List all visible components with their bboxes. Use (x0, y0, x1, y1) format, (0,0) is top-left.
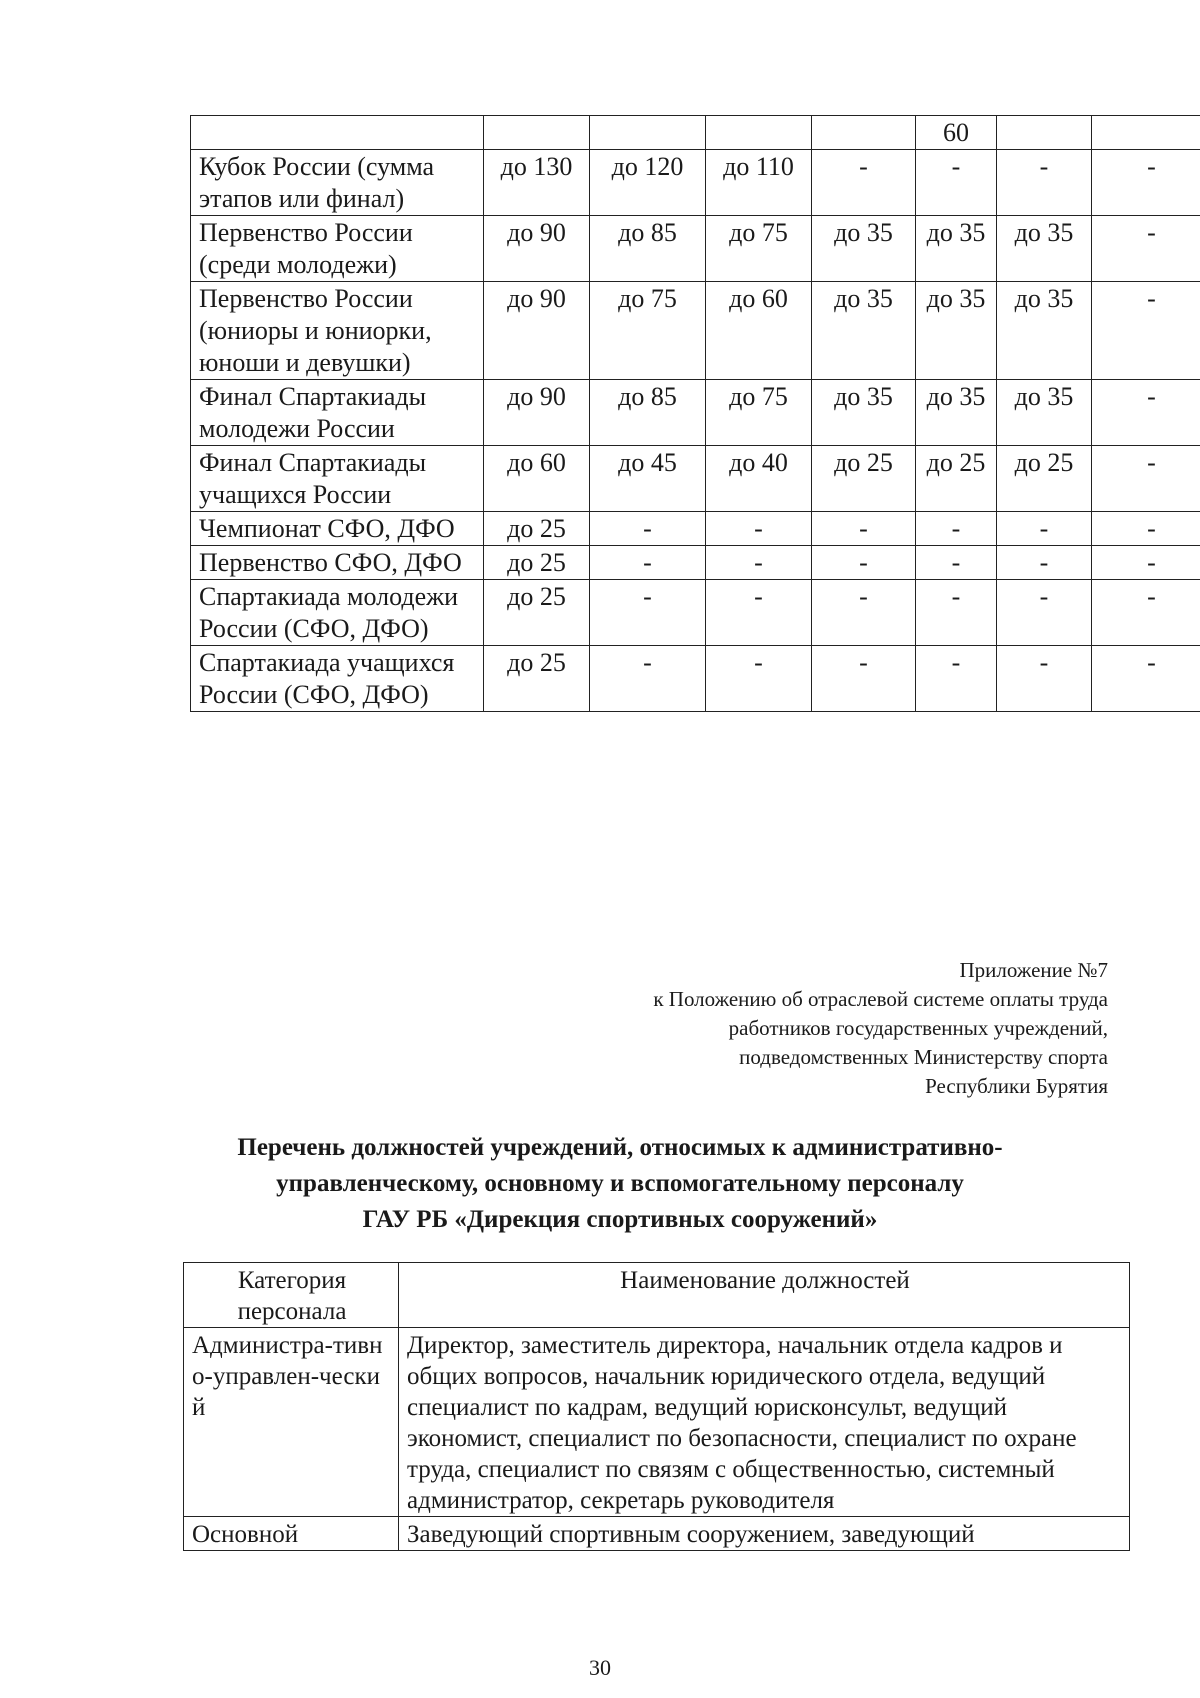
table-cell: - (1092, 150, 1200, 216)
appendix-line: к Положению об отраслевой системе оплаты труда (653, 987, 1108, 1011)
table-cell: до 25 (484, 546, 590, 580)
competition-name: Первенство России (среди молодежи) (191, 216, 484, 282)
competition-name: Первенство СФО, ДФО (191, 546, 484, 580)
table-cell: - (916, 512, 997, 546)
table-cell: - (916, 646, 997, 712)
table-cell (191, 116, 484, 150)
table-cell: до 75 (706, 216, 812, 282)
table-cell (706, 116, 812, 150)
positions-cell: Директор, заместитель директора, начальник отдела кадров и общих вопросов, начальник юридического отдела, ведущий специалист по кадрам, ведущий юрисконсульт, ведущий экономист, специалист по безопасности, специалист по охране труда, специалист по связям с общественностью, системный администратор, секретарь руководителя (399, 1328, 1130, 1517)
table-cell: до 90 (484, 216, 590, 282)
table-row (191, 546, 1200, 580)
table-cell: - (916, 546, 997, 580)
table-cell: до 35 (812, 380, 916, 446)
table-cell: до 35 (812, 216, 916, 282)
table-cell: - (590, 512, 706, 546)
heading-line: Перечень должностей учреждений, относимых к административно- (237, 1134, 1003, 1161)
positions-header: Наименование должностей (399, 1263, 1130, 1328)
competition-name: Спартакиада молодежи России (СФО, ДФО) (191, 580, 484, 646)
table-cell: до 90 (484, 380, 590, 446)
page-number: 30 (589, 1655, 611, 1680)
table-cell: - (590, 546, 706, 580)
table-header-row (184, 1263, 1130, 1328)
appendix-line: работников государственных учреждений, (728, 1016, 1108, 1040)
table-cell: до 45 (590, 446, 706, 512)
table-cell: - (1092, 380, 1200, 446)
competition-name: Первенство России (юниоры и юниорки, юноши и девушки) (191, 282, 484, 380)
heading-line: управленческому, основному и вспомогательному персоналу (276, 1170, 964, 1197)
table-cell: до 40 (706, 446, 812, 512)
table-cell: - (997, 150, 1092, 216)
table-cell: до 25 (812, 446, 916, 512)
table-row (184, 1517, 1130, 1551)
appendix-line: Республики Бурятия (925, 1074, 1108, 1098)
appendix-header (408, 956, 1108, 1101)
table-cell: - (916, 150, 997, 216)
table-cell (590, 116, 706, 150)
table-row (191, 282, 1200, 380)
table-row (191, 646, 1200, 712)
table-cell: до 35 (916, 282, 997, 380)
table-cell: - (812, 150, 916, 216)
table-row (191, 446, 1200, 512)
table-cell: до 35 (916, 380, 997, 446)
table-cell: - (812, 546, 916, 580)
appendix-line: Приложение №7 (959, 958, 1108, 982)
competition-name: Финал Спартакиады учащихся России (191, 446, 484, 512)
competition-name: Финал Спартакиады молодежи России (191, 380, 484, 446)
table-cell: - (997, 646, 1092, 712)
table-cell: до 25 (484, 646, 590, 712)
table-cell: - (1092, 216, 1200, 282)
document-heading (160, 1130, 1080, 1238)
appendix-line: подведомственных Министерству спорта (739, 1045, 1108, 1069)
table-cell: до 75 (590, 282, 706, 380)
table-row (191, 216, 1200, 282)
table-cell: - (997, 512, 1092, 546)
table-cell: - (997, 546, 1092, 580)
table-cell: - (1092, 646, 1200, 712)
table-cell: - (1092, 580, 1200, 646)
table-row (191, 512, 1200, 546)
table-cell: до 75 (706, 380, 812, 446)
table-cell: - (706, 546, 812, 580)
table-cell: - (590, 580, 706, 646)
table-cell: до 25 (484, 580, 590, 646)
table-cell (1092, 116, 1200, 150)
table-cell: до 60 (484, 446, 590, 512)
results-table (190, 115, 1200, 712)
table-cell: до 35 (997, 216, 1092, 282)
table-row (184, 1328, 1130, 1517)
table-cell: до 120 (590, 150, 706, 216)
table-cell: - (1092, 512, 1200, 546)
table-cell: до 35 (916, 216, 997, 282)
table-cell: до 130 (484, 150, 590, 216)
table-row (191, 116, 1200, 150)
table-cell: - (916, 580, 997, 646)
table-cell: до 35 (997, 282, 1092, 380)
category-header: Категория персонала (184, 1263, 399, 1328)
category-cell: Администра-тивно-управлен-ческий (184, 1328, 399, 1517)
competition-name: Спартакиада учащихся России (СФО, ДФО) (191, 646, 484, 712)
table-row (191, 380, 1200, 446)
table-cell: до 35 (997, 380, 1092, 446)
positions-cell: Заведующий спортивным сооружением, заведующий (399, 1517, 1130, 1551)
table-cell: до 25 (997, 446, 1092, 512)
table-cell: до 35 (812, 282, 916, 380)
table-cell: до 90 (484, 282, 590, 380)
table-cell (484, 116, 590, 150)
table-cell: - (1092, 446, 1200, 512)
positions-table (183, 1262, 1130, 1551)
table-cell: до 25 (484, 512, 590, 546)
table-row (191, 150, 1200, 216)
table-row (191, 580, 1200, 646)
table-cell: 60 (916, 116, 997, 150)
table-cell: - (812, 512, 916, 546)
competition-name: Кубок России (сумма этапов или финал) (191, 150, 484, 216)
table-cell: - (1092, 282, 1200, 380)
heading-line: ГАУ РБ «Дирекция спортивных сооружений» (362, 1206, 878, 1233)
category-cell: Основной (184, 1517, 399, 1551)
table-cell: - (812, 580, 916, 646)
table-cell: до 110 (706, 150, 812, 216)
table-cell: до 85 (590, 380, 706, 446)
table-cell (812, 116, 916, 150)
competition-name: Чемпионат СФО, ДФО (191, 512, 484, 546)
table-cell: - (812, 646, 916, 712)
table-cell: - (997, 580, 1092, 646)
table-cell: - (1092, 546, 1200, 580)
table-cell (997, 116, 1092, 150)
table-cell: до 25 (916, 446, 997, 512)
table-cell: до 60 (706, 282, 812, 380)
table-cell: - (706, 646, 812, 712)
table-cell: - (706, 512, 812, 546)
table-cell: до 85 (590, 216, 706, 282)
table-cell: - (590, 646, 706, 712)
table-cell: - (706, 580, 812, 646)
